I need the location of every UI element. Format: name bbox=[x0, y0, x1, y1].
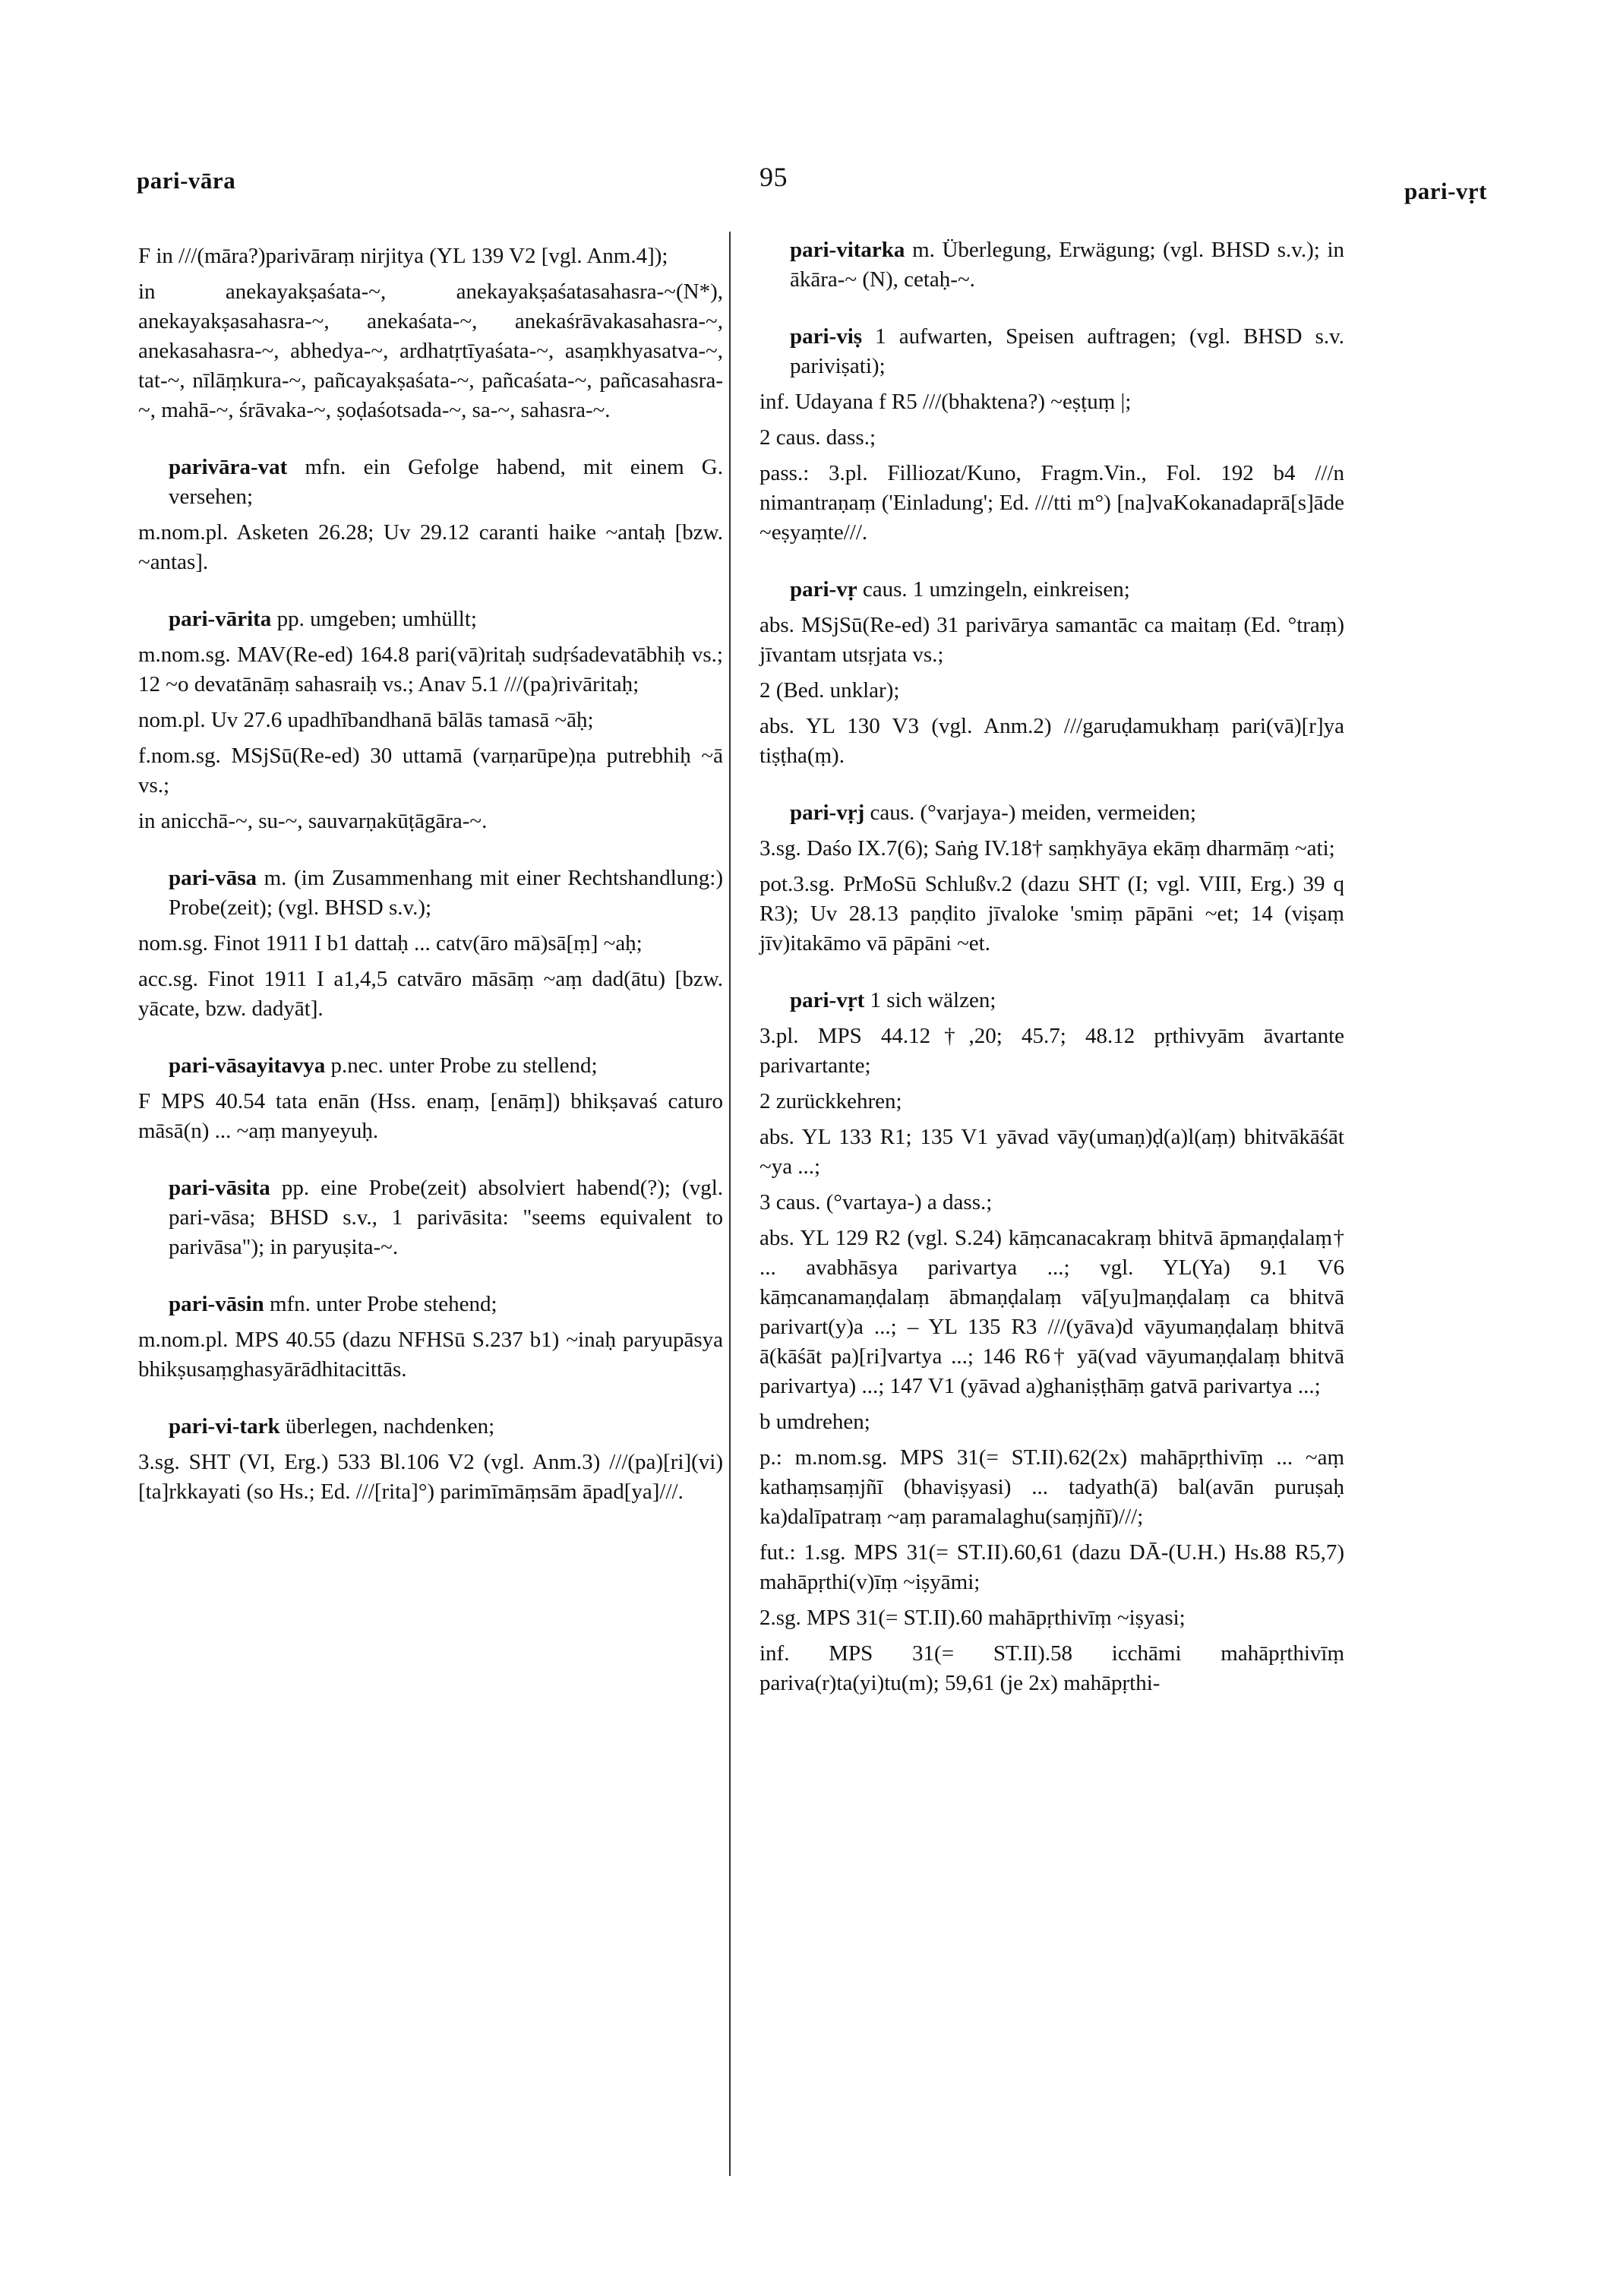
headword: pari-vāsita bbox=[169, 1176, 270, 1200]
entry-paragraph: nom.pl. Uv 27.6 upadhībandhanā bālās tamasā ~āḥ; bbox=[138, 708, 594, 732]
gloss: 1 sich wälzen; bbox=[870, 988, 996, 1012]
headword: pari-vāsa bbox=[169, 866, 257, 890]
headword: pari-vi-tark bbox=[169, 1414, 280, 1439]
gloss: mfn. ein Gefolge habend, mit einem G. versehen; bbox=[169, 455, 724, 509]
entry-paragraph: in anicchā-~, su-~, sauvarṇakūṭāgāra-~. bbox=[138, 809, 488, 833]
entry-paragraph: pass.: 3.pl. Filliozat/Kuno, Fragm.Vin., Fol. 192 b4 ///n nimantraṇaṃ ('Einladung'; Ed. ///tti m°) [na]vaKokanadaprā[s]āde ~eṣyaṃte///. bbox=[759, 461, 1344, 545]
entry-paragraph: nom.sg. Finot 1911 I b1 dattaḥ ... catv(āro mā)sā[ṃ] ~aḥ; bbox=[138, 931, 643, 955]
entry-head-line bbox=[169, 453, 723, 512]
entry-paragraph: abs. MSjSū(Re-ed) 31 parivārya samantāc ca maitaṃ (Ed. °traṃ) jīvantam utsṛjata vs.; bbox=[759, 613, 1344, 667]
gloss: mfn. unter Probe stehend; bbox=[269, 1292, 497, 1316]
gloss: m. (im Zusammenhang mit einer Rechtshandlung:) Probe(zeit); (vgl. BHSD s.v.); bbox=[169, 866, 724, 920]
right-column bbox=[759, 235, 1344, 1726]
headword: pari-vārita bbox=[169, 607, 272, 631]
dictionary-entry bbox=[138, 242, 723, 425]
entry-head-line bbox=[790, 575, 1344, 605]
page-number: 95 bbox=[759, 162, 788, 192]
dictionary-entry bbox=[759, 798, 1344, 959]
dictionary-entry bbox=[759, 235, 1344, 295]
gloss: m. Überlegung, Erwägung; (vgl. BHSD s.v.); in ākāra-~ (N), cetaḥ-~. bbox=[790, 238, 1344, 292]
dictionary-entry bbox=[138, 864, 723, 1024]
running-head-right: pari-vṛt bbox=[1404, 178, 1487, 204]
entry-paragraph: p.: m.nom.sg. MPS 31(= ST.II).62(2x) mahāpṛthivīṃ ... ~aṃ kathaṃsaṃjñī (bhaviṣyasi) ... tadyath(ā) bal(avān puruṣaḥ ka)dalīpatraṃ ~aṃ paramalaghu(saṃjñī)///; bbox=[759, 1445, 1344, 1529]
entry-paragraph: abs. YL 129 R2 (vgl. S.24) kāṃcanacakraṃ bhitvā āpmaṇḍalaṃ† ... avabhāsya parivartya ...; vgl. YL(Ya) 9.1 V6 kāṃcanamaṇḍalaṃ ābmaṇḍalaṃ vā[yu]maṇḍalaṃ ca bhitvā parivart(y)a ...; – YL 135 R3 ///(yāva)d vāyumaṇḍalaṃ bhitvā ā(kāśāt pa)[ri]vartya ...; 146 R6† yā(vad vāyumaṇḍalaṃ bhitvā parivartya) ...; 147 V1 (yāvad a)ghaniṣṭhāṃ gatvā parivartya ...; bbox=[759, 1226, 1344, 1398]
entry-paragraph: F MPS 40.54 tata enān (Hss. enaṃ, [enāṃ]) bhikṣavaś caturo māsā(n) ... ~aṃ manyeyuḥ. bbox=[138, 1089, 723, 1143]
gloss: 1 aufwarten, Speisen auftragen; (vgl. BHSD s.v. pariviṣati); bbox=[790, 324, 1344, 378]
entry-paragraph: b umdrehen; bbox=[759, 1410, 870, 1434]
headword: parivāra-vat bbox=[169, 455, 288, 479]
entry-head-line bbox=[169, 864, 723, 923]
entry-head-line bbox=[169, 1051, 723, 1081]
entry-paragraph: abs. YL 130 V3 (vgl. Anm.2) ///garuḍamukhaṃ pari(vā)[r]ya tiṣṭha(ṃ). bbox=[759, 714, 1344, 768]
headword: pari-vṛ bbox=[790, 577, 857, 602]
entry-paragraph: 3.pl. MPS 44.12†,20; 45.7; 48.12 pṛthivyām āvartante parivartante; bbox=[759, 1024, 1344, 1078]
entry-head-line bbox=[790, 986, 1344, 1015]
headword: pari-vṛj bbox=[790, 801, 865, 825]
dictionary-entry bbox=[759, 322, 1344, 548]
entry-head-line bbox=[790, 798, 1344, 828]
entry-paragraph: 2 zurückkehren; bbox=[759, 1089, 902, 1113]
dictionary-entry bbox=[138, 1051, 723, 1146]
dictionary-entry bbox=[138, 1412, 723, 1507]
dictionary-entry bbox=[759, 986, 1344, 1698]
headword: pari-vāsayitavya bbox=[169, 1053, 326, 1078]
running-head-left: pari-vāra bbox=[137, 167, 236, 194]
gloss: pp. umgeben; umhüllt; bbox=[276, 607, 477, 631]
entry-paragraph: abs. YL 133 R1; 135 V1 yāvad vāy(umaṇ)ḍ(a)l(aṃ) bhitvākāśāt ~ya ...; bbox=[759, 1125, 1344, 1179]
headword: pari-vitarka bbox=[790, 238, 905, 262]
headword: pari-vāsin bbox=[169, 1292, 264, 1316]
entry-paragraph: m.nom.pl. Asketen 26.28; Uv 29.12 caranti haike ~antaḥ [bzw. ~antas]. bbox=[138, 520, 723, 574]
entry-paragraph: 3.sg. SHT (VI, Erg.) 533 Bl.106 V2 (vgl. Anm.3) ///(pa)[ri](vi)[ta]rkkayati (so Hs.; Ed. ///[rita]°) parimīmāṃsām āpad[ya]///. bbox=[138, 1450, 723, 1504]
entry-head-line bbox=[790, 235, 1344, 295]
entry-paragraph: 3.sg. Daśo IX.7(6); Saṅg IV.18† saṃkhyāya ekāṃ dharmāṃ ~ati; bbox=[759, 836, 1335, 861]
gloss: caus. (°varjaya-) meiden, vermeiden; bbox=[870, 801, 1196, 825]
entry-paragraph: 2.sg. MPS 31(= ST.II).60 mahāpṛthivīṃ ~iṣyasi; bbox=[759, 1606, 1186, 1630]
entry-paragraph: acc.sg. Finot 1911 I a1,4,5 catvāro māsāṃ ~aṃ dad(ātu) [bzw. yācate, bzw. dadyāt]. bbox=[138, 967, 723, 1021]
entry-head-line bbox=[169, 1412, 723, 1442]
entry-paragraph: m.nom.pl. MPS 40.55 (dazu NFHSū S.237 b1) ~inaḥ paryupāsya bhikṣusaṃghasyārādhitacittās. bbox=[138, 1328, 723, 1382]
dictionary-entry bbox=[138, 605, 723, 836]
column-divider bbox=[729, 232, 731, 2176]
gloss: überlegen, nachdenken; bbox=[285, 1414, 495, 1439]
entry-paragraph: F in ///(māra?)parivāraṃ nirjitya (YL 139 V2 [vgl. Anm.4]); bbox=[138, 244, 668, 268]
entry-paragraph: m.nom.sg. MAV(Re-ed) 164.8 pari(vā)ritaḥ sudṛśadevatābhiḥ vs.; 12 ~o devatānāṃ sahasraiḥ vs.; Anav 5.1 ///(pa)rivāritaḥ; bbox=[138, 643, 723, 696]
left-column bbox=[138, 235, 723, 1534]
entry-paragraph: in anekayakṣaśata-~, anekayakṣaśatasahasra-~(N*), anekayakṣasahasra-~, anekaśata-~, anekaśrāvakasahasra-~, anekasahasra-~, abhedya-~, ardhatṛtīyaśata-~, asaṃkhyasatva-~, tat-~, nīlāṃkura-~, pañcayakṣaśata-~, pañcaśata-~, pañcasahasra-~, mahā-~, śrāvaka-~, ṣoḍaśotsada-~, sa-~, sahasra-~. bbox=[138, 279, 723, 422]
dictionary-entry bbox=[138, 453, 723, 577]
entry-head-line bbox=[790, 322, 1344, 381]
entry-paragraph: 2 (Bed. unklar); bbox=[759, 678, 900, 703]
dictionary-entry bbox=[138, 1290, 723, 1385]
entry-head-line bbox=[169, 1173, 723, 1262]
entry-paragraph: inf. Udayana f R5 ///(bhaktena?) ~eṣṭuṃ |; bbox=[759, 390, 1132, 414]
headword: pari-viṣ bbox=[790, 324, 863, 349]
entry-paragraph: 2 caus. dass.; bbox=[759, 425, 876, 450]
dictionary-entry bbox=[759, 575, 1344, 771]
entry-paragraph: pot.3.sg. PrMoSū Schlußv.2 (dazu SHT (I; vgl. VIII, Erg.) 39 q R3); Uv 28.13 paṇḍito jīvaloke 'smiṃ pāpāni ~et; 14 (viṣaṃ jīv)itakāmo vā pāpāni ~et. bbox=[759, 872, 1344, 955]
gloss: caus. 1 umzingeln, einkreisen; bbox=[862, 577, 1130, 602]
gloss: pp. eine Probe(zeit) absolviert habend(?); (vgl. pari-vāsa; BHSD s.v., 1 parivāsita: "seems equivalent to parivāsa"); in paryuṣita-~. bbox=[169, 1176, 724, 1259]
dictionary-entry bbox=[138, 1173, 723, 1262]
entry-paragraph: inf. MPS 31(= ST.II).58 icchāmi mahāpṛthivīṃ pariva(r)ta(yi)tu(m); 59,61 (je 2x) mahāpṛthi- bbox=[759, 1641, 1344, 1695]
entry-paragraph: f.nom.sg. MSjSū(Re-ed) 30 uttamā (varṇarūpe)ṇa putrebhiḥ ~ā vs.; bbox=[138, 744, 723, 797]
headword: pari-vṛt bbox=[790, 988, 865, 1012]
entry-paragraph: 3 caus. (°vartaya-) a dass.; bbox=[759, 1190, 993, 1214]
entry-head-line bbox=[169, 605, 723, 634]
gloss: p.nec. unter Probe zu stellend; bbox=[330, 1053, 598, 1078]
entry-paragraph: fut.: 1.sg. MPS 31(= ST.II).60,61 (dazu DĀ-(U.H.) Hs.88 R5,7) mahāpṛthi(v)īṃ ~iṣyāmi; bbox=[759, 1540, 1344, 1594]
entry-head-line bbox=[169, 1290, 723, 1319]
